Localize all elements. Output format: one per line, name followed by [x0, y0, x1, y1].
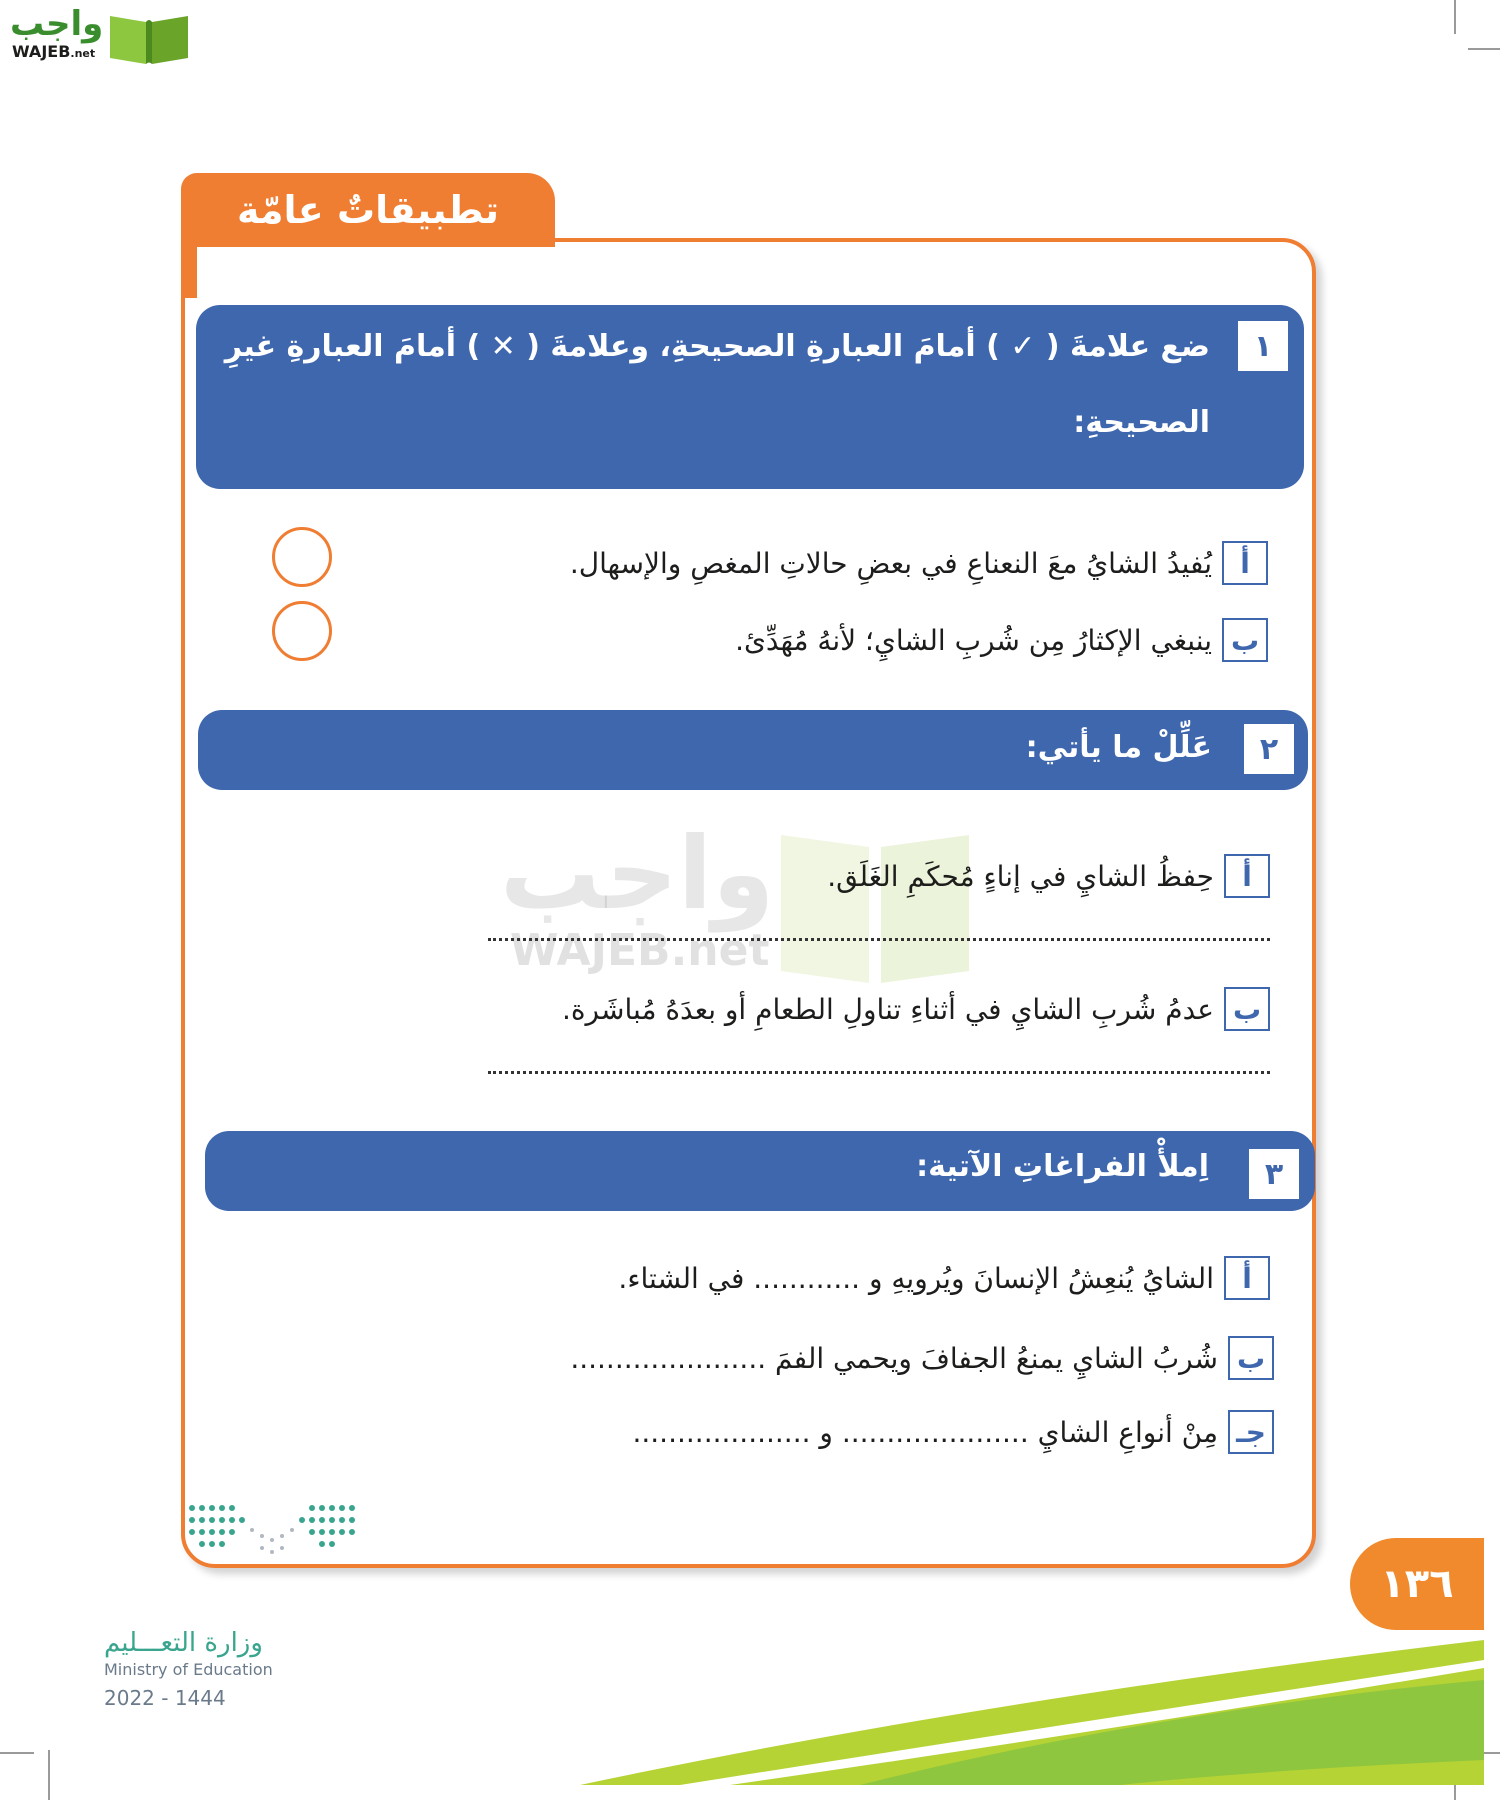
question-2-number: ٢	[1244, 724, 1294, 774]
ministry-arabic: وزارة التعـــليم	[104, 1628, 263, 1658]
question-1-line2: الصحيحةِ:	[1073, 405, 1210, 440]
answer-circle-b[interactable]	[272, 601, 332, 661]
item-label: ب	[1228, 1336, 1274, 1380]
crop-mark	[48, 1750, 50, 1800]
crop-mark	[1454, 0, 1456, 34]
watermark-book-icon	[775, 815, 975, 985]
crop-mark	[1468, 48, 1500, 50]
item-text: شُربُ الشايِ يمنعُ الجفافَ ويحمي الفمَ ......................	[570, 1341, 1218, 1375]
question-2-bar	[198, 710, 1308, 790]
watermark-word: واجب	[500, 815, 775, 932]
question-3-bar	[205, 1131, 1315, 1211]
question-2-title: عَلِّلْ ما يأتي:	[1025, 730, 1212, 765]
item-text: حِفظُ الشايِ في إناءٍ مُحكَمِ الغَلَق.	[827, 859, 1214, 893]
item-text: عدمُ شُربِ الشايِ في أثناءِ تناولِ الطعامِ أو بعدَهُ مُباشَرة.	[561, 992, 1214, 1026]
section-title: تطبيقاتٌ عامّة	[181, 173, 555, 247]
question-1-item-b	[735, 618, 1268, 662]
ministry-logo-icon	[186, 1500, 358, 1564]
question-1-item-a	[570, 541, 1268, 585]
question-3-item-b	[570, 1336, 1274, 1380]
answer-circle-a[interactable]	[272, 527, 332, 587]
item-label: أ	[1224, 1256, 1270, 1300]
book-icon	[106, 6, 192, 66]
logo-subtext: WAJEB.net	[12, 42, 96, 61]
item-text: مِنْ أنواعِ الشايِ ..................... و ....................	[632, 1415, 1218, 1449]
question-3-item-a	[618, 1256, 1270, 1300]
crop-mark	[0, 1752, 34, 1754]
watermark-sub: WAJEB.net	[510, 925, 770, 976]
decorative-swoosh	[560, 1640, 1484, 1785]
answer-line-a[interactable]	[488, 938, 1270, 941]
question-1-number: ١	[1238, 321, 1288, 371]
frame-corner	[181, 238, 197, 298]
question-2-item-a	[827, 854, 1270, 898]
answer-line-b[interactable]	[488, 1071, 1270, 1074]
item-label: ب	[1224, 987, 1270, 1031]
question-1-bar	[196, 305, 1304, 489]
question-3-number: ٣	[1249, 1149, 1299, 1199]
ministry-english: Ministry of Education	[104, 1660, 273, 1679]
item-text: يُفيدُ الشايُ معَ النعناعِ في بعضِ حالاتِ المغصِ والإسهال.	[569, 546, 1212, 580]
logo-word: واجب	[10, 4, 104, 44]
question-2-item-b	[562, 987, 1270, 1031]
item-label: ب	[1222, 618, 1268, 662]
question-3-title: اِملأْ الفراغاتِ الآتية:	[916, 1149, 1209, 1184]
item-text: ينبغي الإكثارُ مِن شُربِ الشايِ؛ لأنهُ مُهَدِّئ.	[735, 623, 1212, 657]
item-label: أ	[1222, 541, 1268, 585]
question-3-item-c	[632, 1410, 1274, 1454]
item-label: أ	[1224, 854, 1270, 898]
page-number: ١٣٦	[1350, 1538, 1484, 1630]
question-1-line1: ضع علامةَ ( ✓ ) أمامَ العبارةِ الصحيحةِ، وعلامةَ ( ✕ ) أمامَ العبارةِ غيرِ	[224, 329, 1210, 364]
item-label: جـ	[1228, 1410, 1274, 1454]
item-text: الشايُ يُنعِشُ الإنسانَ ويُرويهِ و ............ في الشتاء.	[618, 1261, 1214, 1295]
ministry-year: 2022 - 1444	[104, 1686, 226, 1710]
